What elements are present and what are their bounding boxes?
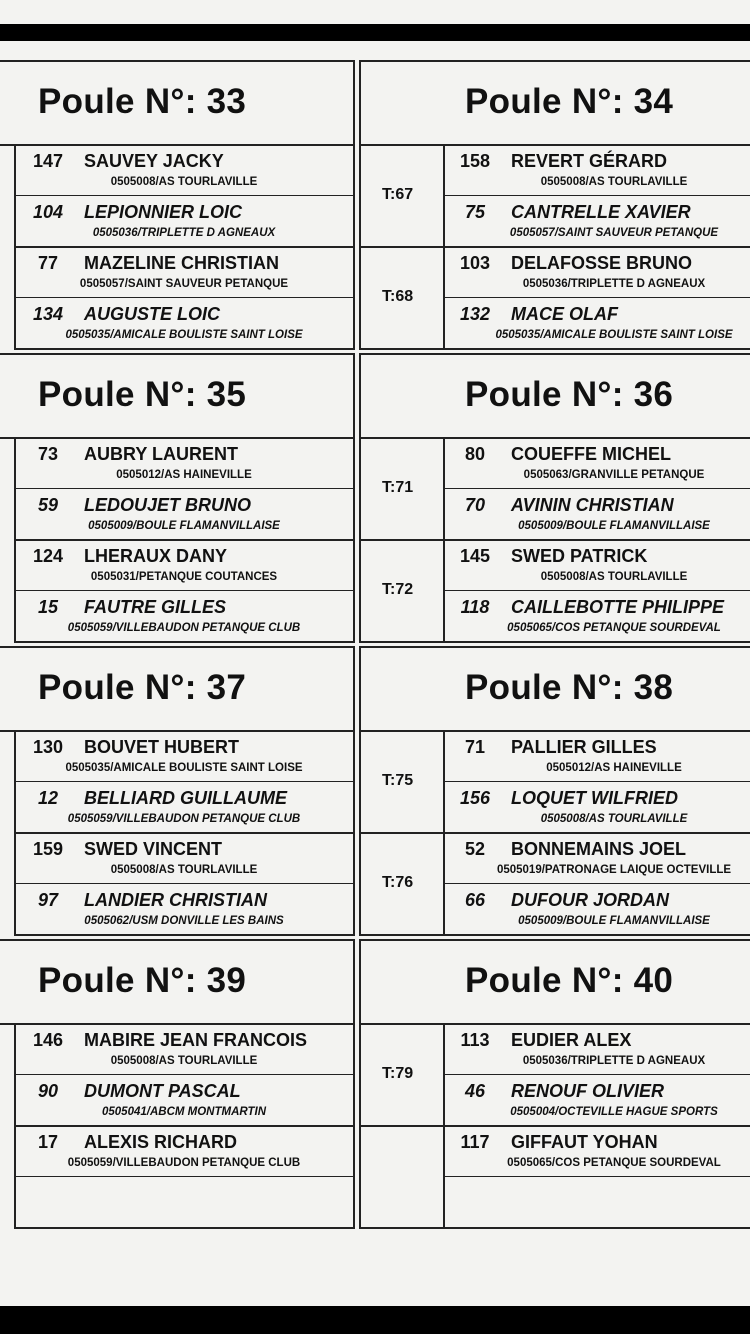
box-border	[359, 939, 361, 1227]
player-number: 113	[460, 1030, 490, 1050]
player-club: 0505035/AMICALE BOULISTE SAINT LOISE	[65, 329, 303, 341]
row-divider	[443, 832, 750, 834]
player-number: 97	[37, 890, 59, 910]
player-club: 0505012/AS HAINEVILLE	[116, 469, 252, 481]
poule-title: Poule N°: 33	[38, 82, 247, 121]
player-name: BELLIARD GUILLAUME	[84, 788, 287, 808]
player-club: 0505035/AMICALE BOULISTE SAINT LOISE	[495, 329, 733, 341]
player-club: 0505008/AS TOURLAVILLE	[540, 176, 688, 188]
player-name: AVININ CHRISTIAN	[511, 495, 674, 515]
box-border	[359, 144, 750, 146]
row-divider	[443, 539, 750, 541]
player-number: 124	[32, 546, 64, 566]
player-name: MACE OLAF	[511, 304, 618, 324]
player-name: LEDOUJET BRUNO	[84, 495, 252, 515]
player-name: SAUVEY JACKY	[84, 151, 224, 171]
player-number: 130	[32, 737, 64, 757]
player-number: 103	[459, 253, 491, 273]
player-name: REVERT GÉRARD	[511, 151, 668, 171]
row-divider	[14, 781, 355, 782]
poule-title: Poule N°: 34	[465, 82, 674, 121]
player-club: 0505009/BOULE FLAMANVILLAISE	[88, 520, 280, 532]
row-divider	[443, 1227, 750, 1229]
player-club: 0505031/PETANQUE COUTANCES	[90, 571, 278, 583]
player-name: PALLIER GILLES	[511, 737, 657, 757]
player-club: 0505019/PATRONAGE LAIQUE OCTEVILLE	[496, 864, 732, 876]
player-number: 134	[32, 304, 64, 324]
player-number: 146	[32, 1030, 64, 1050]
box-border	[359, 437, 750, 439]
box-border	[0, 144, 355, 146]
player-club: 0505009/BOULE FLAMANVILLAISE	[518, 915, 710, 927]
player-name: AUBRY LAURENT	[84, 444, 239, 464]
row-divider	[443, 488, 750, 489]
player-name: BONNEMAINS JOEL	[511, 839, 687, 859]
player-number: 80	[464, 444, 486, 464]
player-club: 0505008/AS TOURLAVILLE	[110, 1055, 258, 1067]
player-name: LOQUET WILFRIED	[511, 788, 678, 808]
table-number: T:67	[382, 186, 414, 203]
row-divider	[14, 883, 355, 884]
poule-title: Poule N°: 39	[38, 961, 247, 1000]
row-divider	[14, 297, 355, 298]
player-number: 117	[460, 1132, 490, 1152]
row-divider	[443, 297, 750, 298]
player-name: GIFFAUT YOHAN	[511, 1132, 658, 1152]
box-border	[359, 730, 750, 732]
player-name: LHERAUX DANY	[84, 546, 228, 566]
box-border	[360, 939, 750, 941]
player-number: 156	[459, 788, 491, 808]
player-number: 159	[32, 839, 64, 859]
box-border	[353, 939, 355, 1227]
row-divider	[443, 781, 750, 782]
bottom-black-bar	[0, 1306, 750, 1334]
player-club: 0505059/VILLEBAUDON PETANQUE CLUB	[67, 622, 301, 634]
table-number: T:71	[382, 479, 414, 496]
player-name: MABIRE JEAN FRANCOIS	[84, 1030, 308, 1050]
player-name: BOUVET HUBERT	[84, 737, 240, 757]
player-name: SWED VINCENT	[84, 839, 223, 859]
row-divider	[14, 246, 355, 248]
player-club: 0505004/OCTEVILLE HAGUE SPORTS	[510, 1106, 718, 1118]
player-club: 0505008/AS TOURLAVILLE	[540, 813, 688, 825]
player-name: EUDIER ALEX	[511, 1030, 632, 1050]
player-club: 0505057/SAINT SAUVEUR PETANQUE	[79, 278, 289, 290]
row-divider	[14, 1227, 355, 1229]
table-number: T:79	[382, 1065, 414, 1082]
box-border	[360, 646, 750, 648]
poule-title: Poule N°: 38	[465, 668, 674, 707]
player-club: 0505063/GRANVILLE PETANQUE	[523, 469, 705, 481]
box-border	[0, 646, 354, 648]
row-divider	[443, 246, 750, 248]
player-name: COUEFFE MICHEL	[511, 444, 671, 464]
row-divider	[14, 641, 355, 643]
row-divider	[359, 832, 445, 834]
row-divider	[443, 641, 750, 643]
player-number: 132	[459, 304, 491, 324]
box-border	[353, 646, 355, 934]
player-name: ALEXIS RICHARD	[84, 1132, 238, 1152]
row-divider	[359, 246, 445, 248]
player-name: CAILLEBOTTE PHILIPPE	[511, 597, 725, 617]
box-border	[0, 730, 355, 732]
player-name: LEPIONNIER LOIC	[84, 202, 243, 222]
player-club: 0505059/VILLEBAUDON PETANQUE CLUB	[67, 1157, 301, 1169]
player-club: 0505035/AMICALE BOULISTE SAINT LOISE	[65, 762, 303, 774]
row-divider	[14, 590, 355, 591]
player-number: 145	[459, 546, 491, 566]
player-club: 0505036/TRIPLETTE D AGNEAUX	[92, 227, 276, 239]
player-number: 17	[37, 1132, 59, 1152]
player-name: DELAFOSSE BRUNO	[511, 253, 693, 273]
table-number: T:72	[382, 581, 414, 598]
row-divider	[359, 1227, 445, 1229]
row-divider	[443, 348, 750, 350]
top-black-bar	[0, 24, 750, 41]
poule-title: Poule N°: 37	[38, 668, 247, 707]
player-number: 104	[32, 202, 64, 222]
player-number: 70	[464, 495, 486, 515]
player-number: 77	[37, 253, 59, 273]
box-border	[353, 353, 355, 641]
row-divider	[14, 348, 355, 350]
row-divider	[359, 539, 445, 541]
player-name: FAUTRE GILLES	[84, 597, 227, 617]
player-club: 0505008/AS TOURLAVILLE	[110, 864, 258, 876]
player-club: 0505008/AS TOURLAVILLE	[540, 571, 688, 583]
box-border	[359, 353, 361, 641]
player-name: RENOUF OLIVIER	[511, 1081, 665, 1101]
player-number: 73	[37, 444, 59, 464]
player-club: 0505009/BOULE FLAMANVILLAISE	[518, 520, 710, 532]
player-name: CANTRELLE XAVIER	[511, 202, 691, 222]
row-divider	[359, 934, 445, 936]
player-number: 15	[37, 597, 59, 617]
row-divider	[443, 195, 750, 196]
row-divider	[443, 883, 750, 884]
box-border	[0, 353, 354, 355]
row-divider	[14, 934, 355, 936]
row-divider	[14, 1176, 355, 1177]
box-border	[359, 646, 361, 934]
row-divider	[359, 1125, 445, 1127]
player-club: 0505036/TRIPLETTE D AGNEAUX	[522, 1055, 706, 1067]
row-divider	[443, 1074, 750, 1075]
row-divider	[14, 195, 355, 196]
box-border	[0, 60, 354, 62]
poule-title: Poule N°: 36	[465, 375, 674, 414]
player-number: 52	[464, 839, 486, 859]
row-divider	[14, 1074, 355, 1075]
player-number: 118	[460, 597, 490, 617]
row-divider	[14, 832, 355, 834]
player-club: 0505041/ABCM MONTMARTIN	[101, 1106, 267, 1118]
row-divider	[14, 539, 355, 541]
player-name: LANDIER CHRISTIAN	[84, 890, 267, 910]
player-club: 0505036/TRIPLETTE D AGNEAUX	[522, 278, 706, 290]
row-divider	[443, 934, 750, 936]
player-club: 0505008/AS TOURLAVILLE	[110, 176, 258, 188]
player-club: 0505059/VILLEBAUDON PETANQUE CLUB	[67, 813, 301, 825]
player-club: 0505012/AS HAINEVILLE	[546, 762, 682, 774]
box-border	[359, 1023, 750, 1025]
player-club: 0505065/COS PETANQUE SOURDEVAL	[507, 1157, 721, 1169]
player-name: DUFOUR JORDAN	[511, 890, 670, 910]
player-number: 66	[464, 890, 486, 910]
table-number: T:75	[382, 772, 414, 789]
row-divider	[443, 590, 750, 591]
player-name: AUGUSTE LOIC	[84, 304, 221, 324]
player-number: 12	[37, 788, 59, 808]
poule-title: Poule N°: 35	[38, 375, 247, 414]
player-number: 71	[464, 737, 486, 757]
player-name: SWED PATRICK	[511, 546, 648, 566]
box-border	[0, 1023, 355, 1025]
player-number: 46	[464, 1081, 486, 1101]
row-divider	[359, 641, 445, 643]
box-border	[359, 60, 361, 348]
player-number: 158	[459, 151, 491, 171]
player-name: MAZELINE CHRISTIAN	[84, 253, 279, 273]
row-divider	[443, 1125, 750, 1127]
box-border	[360, 353, 750, 355]
poule-title: Poule N°: 40	[465, 961, 674, 1000]
box-border	[353, 60, 355, 348]
player-number: 90	[37, 1081, 59, 1101]
player-number: 75	[464, 202, 486, 222]
row-divider	[14, 1125, 355, 1127]
box-border	[360, 60, 750, 62]
row-divider	[443, 1176, 750, 1177]
player-name: DUMONT PASCAL	[84, 1081, 241, 1101]
box-border	[0, 437, 355, 439]
player-number: 59	[37, 495, 59, 515]
row-divider	[359, 348, 445, 350]
table-number: T:76	[382, 874, 414, 891]
player-club: 0505062/USM DONVILLE LES BAINS	[84, 915, 284, 927]
player-number: 147	[32, 151, 64, 171]
player-club: 0505065/COS PETANQUE SOURDEVAL	[507, 622, 721, 634]
box-border	[0, 939, 354, 941]
table-number: T:68	[382, 288, 414, 305]
player-club: 0505057/SAINT SAUVEUR PETANQUE	[509, 227, 719, 239]
row-divider	[14, 488, 355, 489]
